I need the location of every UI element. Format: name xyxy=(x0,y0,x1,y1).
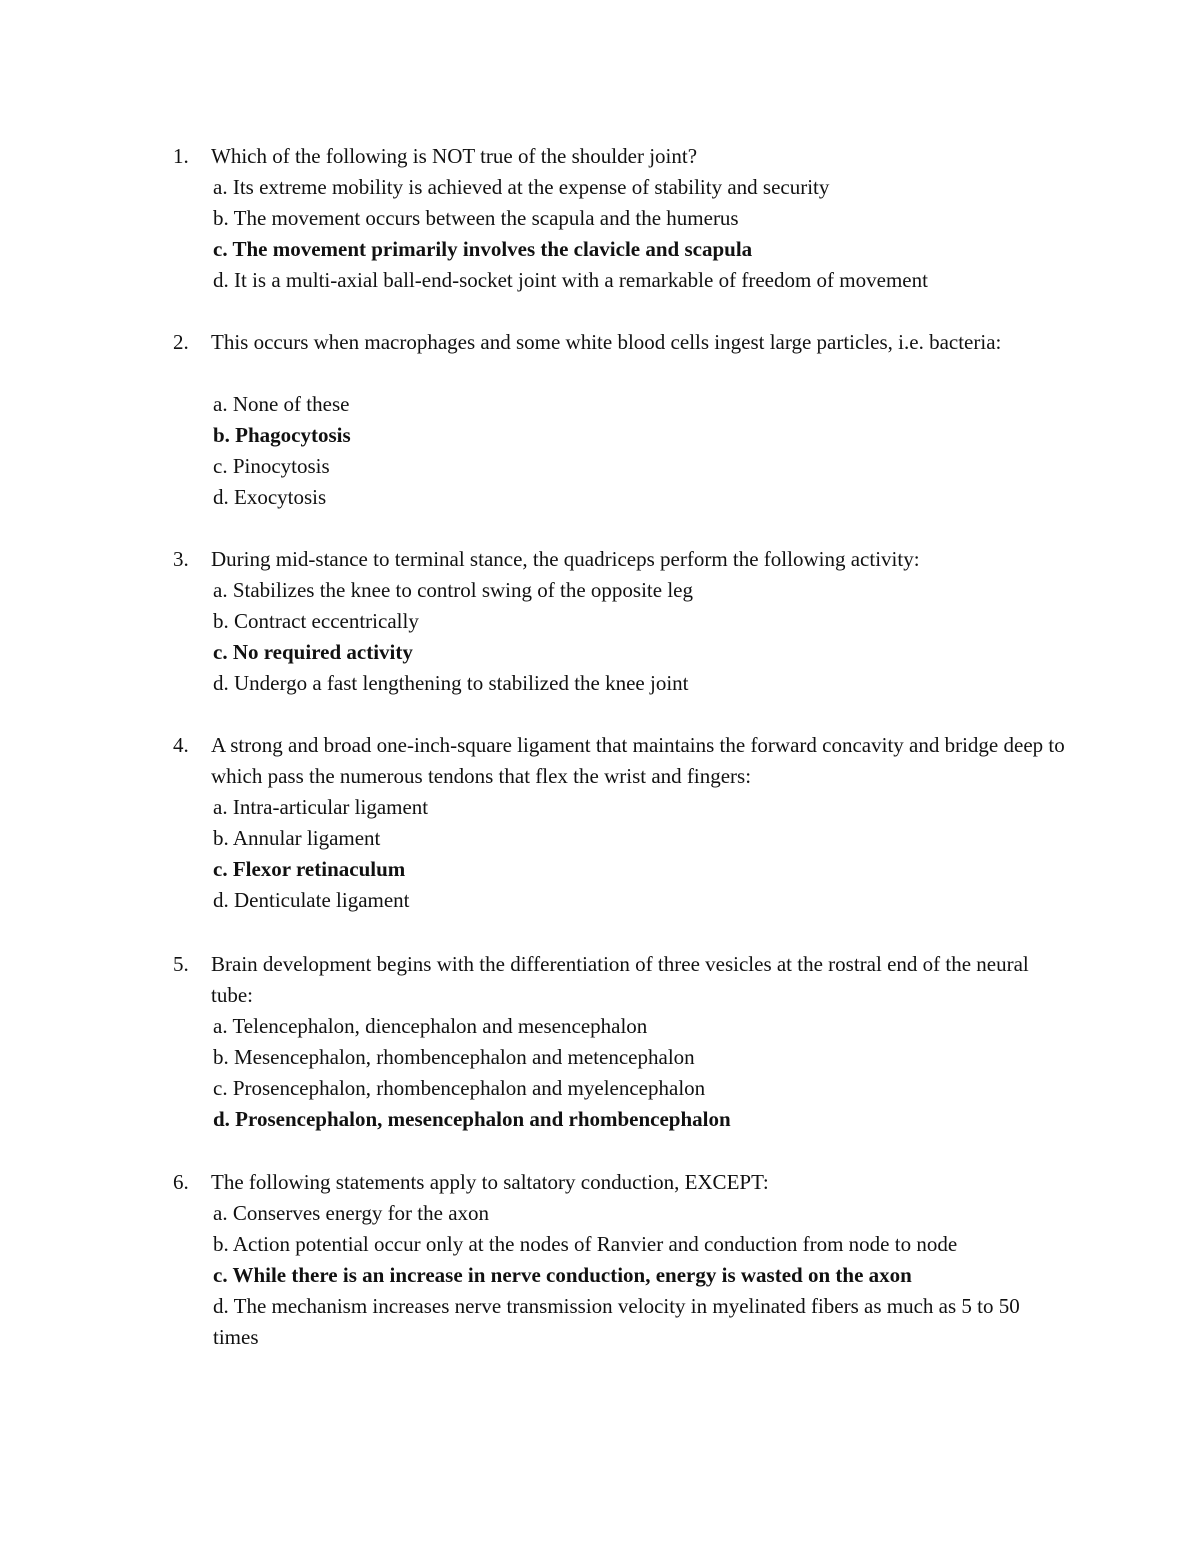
question-number: 2. xyxy=(173,330,189,354)
option-d: d. It is a multi-axial ball-end-socket joint with a remarkable of freedom of movement xyxy=(213,268,928,292)
option-b: b. Annular ligament xyxy=(213,826,381,850)
option-c-correct: c. No required activity xyxy=(213,640,413,664)
question-number: 6. xyxy=(173,1170,189,1194)
option-a: a. Conserves energy for the axon xyxy=(213,1201,490,1225)
question-stem: Which of the following is NOT true of the shoulder joint? xyxy=(211,144,698,168)
option-d-correct: d. Prosencephalon, mesencephalon and rhombencephalon xyxy=(213,1107,731,1131)
question-stem: This occurs when macrophages and some white blood cells ingest large particles, i.e. bacteria: xyxy=(211,330,1002,354)
question-stem: A strong and broad one-inch-square ligament that maintains the forward concavity and bridge deep to which pass the numerous tendons that flex the wrist and fingers: xyxy=(211,733,1065,788)
option-a: a. Its extreme mobility is achieved at the expense of stability and security xyxy=(213,175,830,199)
option-d: d. Denticulate ligament xyxy=(213,888,410,912)
question-stem: Brain development begins with the differentiation of three vesicles at the rostral end of the neural tube: xyxy=(211,952,1029,1007)
question-stem: During mid-stance to terminal stance, the quadriceps perform the following activity: xyxy=(211,547,920,571)
option-b: b. Mesencephalon, rhombencephalon and metencephalon xyxy=(213,1045,695,1069)
option-a: a. Stabilizes the knee to control swing of the opposite leg xyxy=(213,578,693,602)
question-number: 1. xyxy=(173,144,189,168)
option-b: b. Action potential occur only at the nodes of Ranvier and conduction from node to node xyxy=(213,1232,958,1256)
option-a: a. Intra-articular ligament xyxy=(213,795,429,819)
option-a: a. None of these xyxy=(213,392,350,416)
question-stem: The following statements apply to saltatory conduction, EXCEPT: xyxy=(211,1170,769,1194)
option-c: c. Pinocytosis xyxy=(213,454,330,478)
option-d: d. Undergo a fast lengthening to stabilized the knee joint xyxy=(213,671,689,695)
question-number: 3. xyxy=(173,547,189,571)
option-c-correct: c. The movement primarily involves the clavicle and scapula xyxy=(213,237,753,261)
option-c: c. Prosencephalon, rhombencephalon and myelencephalon xyxy=(213,1076,706,1100)
option-a: a. Telencephalon, diencephalon and mesencephalon xyxy=(213,1014,648,1038)
question-number: 5. xyxy=(173,952,189,976)
option-b: b. Contract eccentrically xyxy=(213,609,419,633)
option-b-correct: b. Phagocytosis xyxy=(213,423,351,447)
option-b: b. The movement occurs between the scapula and the humerus xyxy=(213,206,739,230)
option-d: d. The mechanism increases nerve transmission velocity in myelinated fibers as much as 5 to 50 times xyxy=(213,1294,1020,1349)
option-c-correct: c. While there is an increase in nerve conduction, energy is wasted on the axon xyxy=(213,1263,912,1287)
option-d: d. Exocytosis xyxy=(213,485,327,509)
option-c-correct: c. Flexor retinaculum xyxy=(213,857,406,881)
question-number: 4. xyxy=(173,733,189,757)
